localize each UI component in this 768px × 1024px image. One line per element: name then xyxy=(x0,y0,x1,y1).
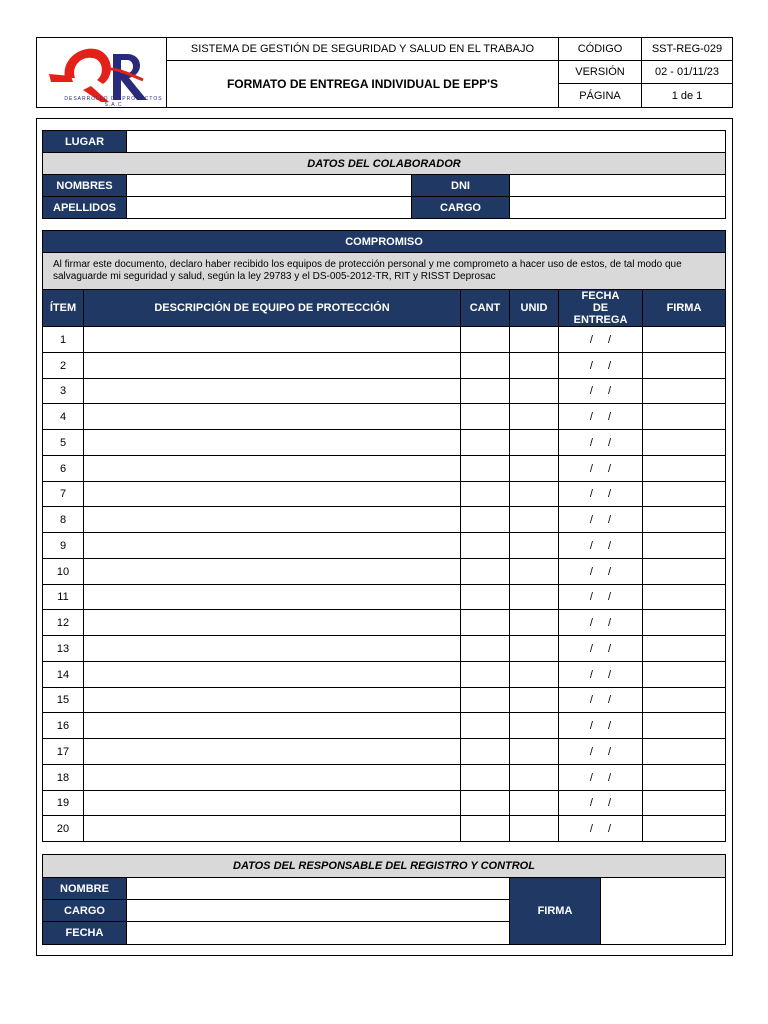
row-firma[interactable] xyxy=(642,712,726,739)
row-item: 2 xyxy=(42,352,84,379)
row-item: 9 xyxy=(42,532,84,559)
date-placeholder: / / xyxy=(589,333,612,346)
row-fecha[interactable] xyxy=(558,609,643,636)
row-descripcion[interactable] xyxy=(83,609,461,636)
row-unid[interactable] xyxy=(509,815,559,842)
row-cant[interactable] xyxy=(460,326,510,353)
row-firma[interactable] xyxy=(642,506,726,533)
row-item: 15 xyxy=(42,687,84,713)
row-cant[interactable] xyxy=(460,790,510,816)
row-unid[interactable] xyxy=(509,635,559,662)
row-firma[interactable] xyxy=(642,584,726,610)
date-placeholder: / / xyxy=(589,797,612,809)
row-unid[interactable] xyxy=(509,403,559,430)
row-firma[interactable] xyxy=(642,764,726,791)
row-descripcion[interactable] xyxy=(83,738,461,765)
row-item: 16 xyxy=(42,712,84,739)
row-firma[interactable] xyxy=(642,352,726,379)
resp-firma-field[interactable] xyxy=(600,877,726,945)
row-unid[interactable] xyxy=(509,558,559,585)
row-item: 19 xyxy=(42,790,84,816)
row-cant[interactable] xyxy=(460,403,510,430)
row-firma[interactable] xyxy=(642,661,726,688)
row-descripcion[interactable] xyxy=(83,506,461,533)
row-item: 8 xyxy=(42,506,84,533)
row-fecha[interactable] xyxy=(558,455,643,482)
row-cant[interactable] xyxy=(460,532,510,559)
col-header-fecha: FECHA DE ENTREGA xyxy=(558,289,643,327)
row-descripcion[interactable] xyxy=(83,532,461,559)
row-item: 4 xyxy=(42,403,84,430)
resp-nombre-label: NOMBRE xyxy=(42,877,127,900)
row-fecha[interactable] xyxy=(558,738,643,765)
row-unid[interactable] xyxy=(509,764,559,791)
row-unid[interactable] xyxy=(509,790,559,816)
row-firma[interactable] xyxy=(642,455,726,482)
row-cant[interactable] xyxy=(460,687,510,713)
row-descripcion[interactable] xyxy=(83,481,461,507)
row-cant[interactable] xyxy=(460,609,510,636)
row-cant[interactable] xyxy=(460,738,510,765)
resp-firma-label: FIRMA xyxy=(509,877,601,945)
row-descripcion[interactable] xyxy=(83,403,461,430)
row-unid[interactable] xyxy=(509,738,559,765)
resp-nombre-field[interactable] xyxy=(126,877,510,900)
row-firma[interactable] xyxy=(642,815,726,842)
row-item: 7 xyxy=(42,481,84,507)
resp-cargo-label: CARGO xyxy=(42,899,127,922)
row-cant[interactable] xyxy=(460,455,510,482)
row-firma[interactable] xyxy=(642,481,726,507)
row-descripcion[interactable] xyxy=(83,326,461,353)
row-item: 10 xyxy=(42,558,84,585)
row-unid[interactable] xyxy=(509,661,559,688)
row-unid[interactable] xyxy=(509,378,559,404)
row-cant[interactable] xyxy=(460,558,510,585)
row-cant[interactable] xyxy=(460,429,510,456)
date-placeholder: / / xyxy=(589,513,612,526)
row-descripcion[interactable] xyxy=(83,815,461,842)
nombres-field[interactable] xyxy=(126,174,412,197)
col-header-item: ÍTEM xyxy=(42,289,84,327)
pagina-value: 1 de 1 xyxy=(641,83,733,108)
row-item: 13 xyxy=(42,635,84,662)
col-header-cant: CANT xyxy=(460,289,510,327)
responsable-section-title: DATOS DEL RESPONSABLE DEL REGISTRO Y CONTROL xyxy=(42,854,726,878)
row-descripcion[interactable] xyxy=(83,687,461,713)
row-item: 3 xyxy=(42,378,84,404)
row-firma[interactable] xyxy=(642,635,726,662)
row-unid[interactable] xyxy=(509,455,559,482)
row-descripcion[interactable] xyxy=(83,558,461,585)
resp-cargo-field[interactable] xyxy=(126,899,510,922)
row-cant[interactable] xyxy=(460,661,510,688)
dni-field[interactable] xyxy=(509,174,726,197)
date-placeholder: / / xyxy=(589,822,612,835)
col-header-firma: FIRMA xyxy=(642,289,726,327)
col-header-descripcion: DESCRIPCIÓN DE EQUIPO DE PROTECCIÓN xyxy=(83,289,461,327)
date-placeholder: / / xyxy=(589,642,612,655)
row-unid[interactable] xyxy=(509,326,559,353)
row-fecha[interactable] xyxy=(558,687,643,713)
row-fecha[interactable] xyxy=(558,506,643,533)
codigo-label: CÓDIGO xyxy=(558,37,642,61)
row-firma[interactable] xyxy=(642,429,726,456)
nombres-label: NOMBRES xyxy=(42,174,127,197)
row-firma[interactable] xyxy=(642,738,726,765)
row-unid[interactable] xyxy=(509,352,559,379)
row-firma[interactable] xyxy=(642,326,726,353)
row-firma[interactable] xyxy=(642,532,726,559)
row-unid[interactable] xyxy=(509,532,559,559)
row-fecha[interactable] xyxy=(558,558,643,585)
row-descripcion[interactable] xyxy=(83,764,461,791)
row-descripcion[interactable] xyxy=(83,661,461,688)
row-descripcion[interactable] xyxy=(83,584,461,610)
date-placeholder: / / xyxy=(589,410,612,423)
date-placeholder: / / xyxy=(589,539,612,552)
row-fecha[interactable] xyxy=(558,403,643,430)
row-fecha[interactable] xyxy=(558,764,643,791)
logo-cell xyxy=(36,37,167,108)
row-fecha[interactable] xyxy=(558,815,643,842)
row-fecha[interactable] xyxy=(558,532,643,559)
row-cant[interactable] xyxy=(460,584,510,610)
resp-fecha-field[interactable] xyxy=(126,921,510,945)
row-descripcion[interactable] xyxy=(83,790,461,816)
system-title: SISTEMA DE GESTIÓN DE SEGURIDAD Y SALUD EN EL TRABAJO xyxy=(166,37,559,61)
version-label: VERSIÓN xyxy=(558,60,642,84)
row-unid[interactable] xyxy=(509,687,559,713)
date-placeholder: / / xyxy=(589,719,612,732)
date-placeholder: / / xyxy=(589,745,612,758)
row-firma[interactable] xyxy=(642,403,726,430)
row-cant[interactable] xyxy=(460,506,510,533)
row-fecha[interactable] xyxy=(558,790,643,816)
row-descripcion[interactable] xyxy=(83,635,461,662)
dni-label: DNI xyxy=(411,174,510,197)
colaborador-section-title: DATOS DEL COLABORADOR xyxy=(42,152,726,175)
row-unid[interactable] xyxy=(509,506,559,533)
row-item: 6 xyxy=(42,455,84,482)
row-cant[interactable] xyxy=(460,635,510,662)
row-unid[interactable] xyxy=(509,481,559,507)
row-descripcion[interactable] xyxy=(83,378,461,404)
row-fecha[interactable] xyxy=(558,712,643,739)
cargo-label: CARGO xyxy=(411,196,510,219)
date-placeholder: / / xyxy=(589,359,612,372)
row-firma[interactable] xyxy=(642,378,726,404)
date-placeholder: / / xyxy=(589,694,612,706)
date-placeholder: / / xyxy=(589,488,612,500)
row-firma[interactable] xyxy=(642,687,726,713)
logo-text: DESARROLLO DE PROYECTOS S.A.C xyxy=(64,96,163,108)
date-placeholder: / / xyxy=(589,616,612,629)
row-item: 1 xyxy=(42,326,84,353)
row-cant[interactable] xyxy=(460,352,510,379)
row-fecha[interactable] xyxy=(558,661,643,688)
lugar-field[interactable] xyxy=(126,130,726,153)
row-firma[interactable] xyxy=(642,558,726,585)
date-placeholder: / / xyxy=(589,591,612,603)
date-placeholder: / / xyxy=(589,565,612,578)
row-item: 12 xyxy=(42,609,84,636)
row-item: 18 xyxy=(42,764,84,791)
row-item: 20 xyxy=(42,815,84,842)
row-cant[interactable] xyxy=(460,481,510,507)
version-value: 02 - 01/11/23 xyxy=(641,60,733,84)
col-header-unid: UNID xyxy=(509,289,559,327)
row-item: 5 xyxy=(42,429,84,456)
row-cant[interactable] xyxy=(460,712,510,739)
row-descripcion[interactable] xyxy=(83,455,461,482)
apellidos-label: APELLIDOS xyxy=(42,196,127,219)
row-cant[interactable] xyxy=(460,815,510,842)
row-descripcion[interactable] xyxy=(83,429,461,456)
form-title: FORMATO DE ENTREGA INDIVIDUAL DE EPP'S xyxy=(166,60,559,108)
row-descripcion[interactable] xyxy=(83,712,461,739)
row-item: 14 xyxy=(42,661,84,688)
date-placeholder: / / xyxy=(589,385,612,397)
row-fecha[interactable] xyxy=(558,635,643,662)
apellidos-field[interactable] xyxy=(126,196,412,219)
pagina-label: PÁGINA xyxy=(558,83,642,108)
codigo-value: SST-REG-029 xyxy=(641,37,733,61)
date-placeholder: / / xyxy=(589,668,612,681)
row-fecha[interactable] xyxy=(558,584,643,610)
compromiso-title: COMPROMISO xyxy=(42,230,726,253)
lugar-label: LUGAR xyxy=(42,130,127,153)
row-item: 17 xyxy=(42,738,84,765)
row-firma[interactable] xyxy=(642,609,726,636)
date-placeholder: / / xyxy=(589,462,612,475)
date-placeholder: / / xyxy=(589,436,612,449)
cargo-field[interactable] xyxy=(509,196,726,219)
date-placeholder: / / xyxy=(589,771,612,784)
row-fecha[interactable] xyxy=(558,429,643,456)
row-firma[interactable] xyxy=(642,790,726,816)
resp-fecha-label: FECHA xyxy=(42,921,127,945)
row-item: 11 xyxy=(42,584,84,610)
row-fecha[interactable] xyxy=(558,352,643,379)
row-cant[interactable] xyxy=(460,378,510,404)
row-cant[interactable] xyxy=(460,764,510,791)
row-fecha[interactable] xyxy=(558,378,643,404)
row-unid[interactable] xyxy=(509,584,559,610)
row-descripcion[interactable] xyxy=(83,352,461,379)
row-fecha[interactable] xyxy=(558,481,643,507)
row-unid[interactable] xyxy=(509,609,559,636)
compromiso-text: Al firmar este documento, declaro haber recibido los equipos de protección personal y me comprometo a hacer uso de estos, de tal modo que salvaguarde mi seguridad y salud, según la ley 29783 y el DS-005-2012-TR, RIT y RISST Deprosac xyxy=(42,252,726,290)
row-fecha[interactable] xyxy=(558,326,643,353)
row-unid[interactable] xyxy=(509,429,559,456)
row-unid[interactable] xyxy=(509,712,559,739)
